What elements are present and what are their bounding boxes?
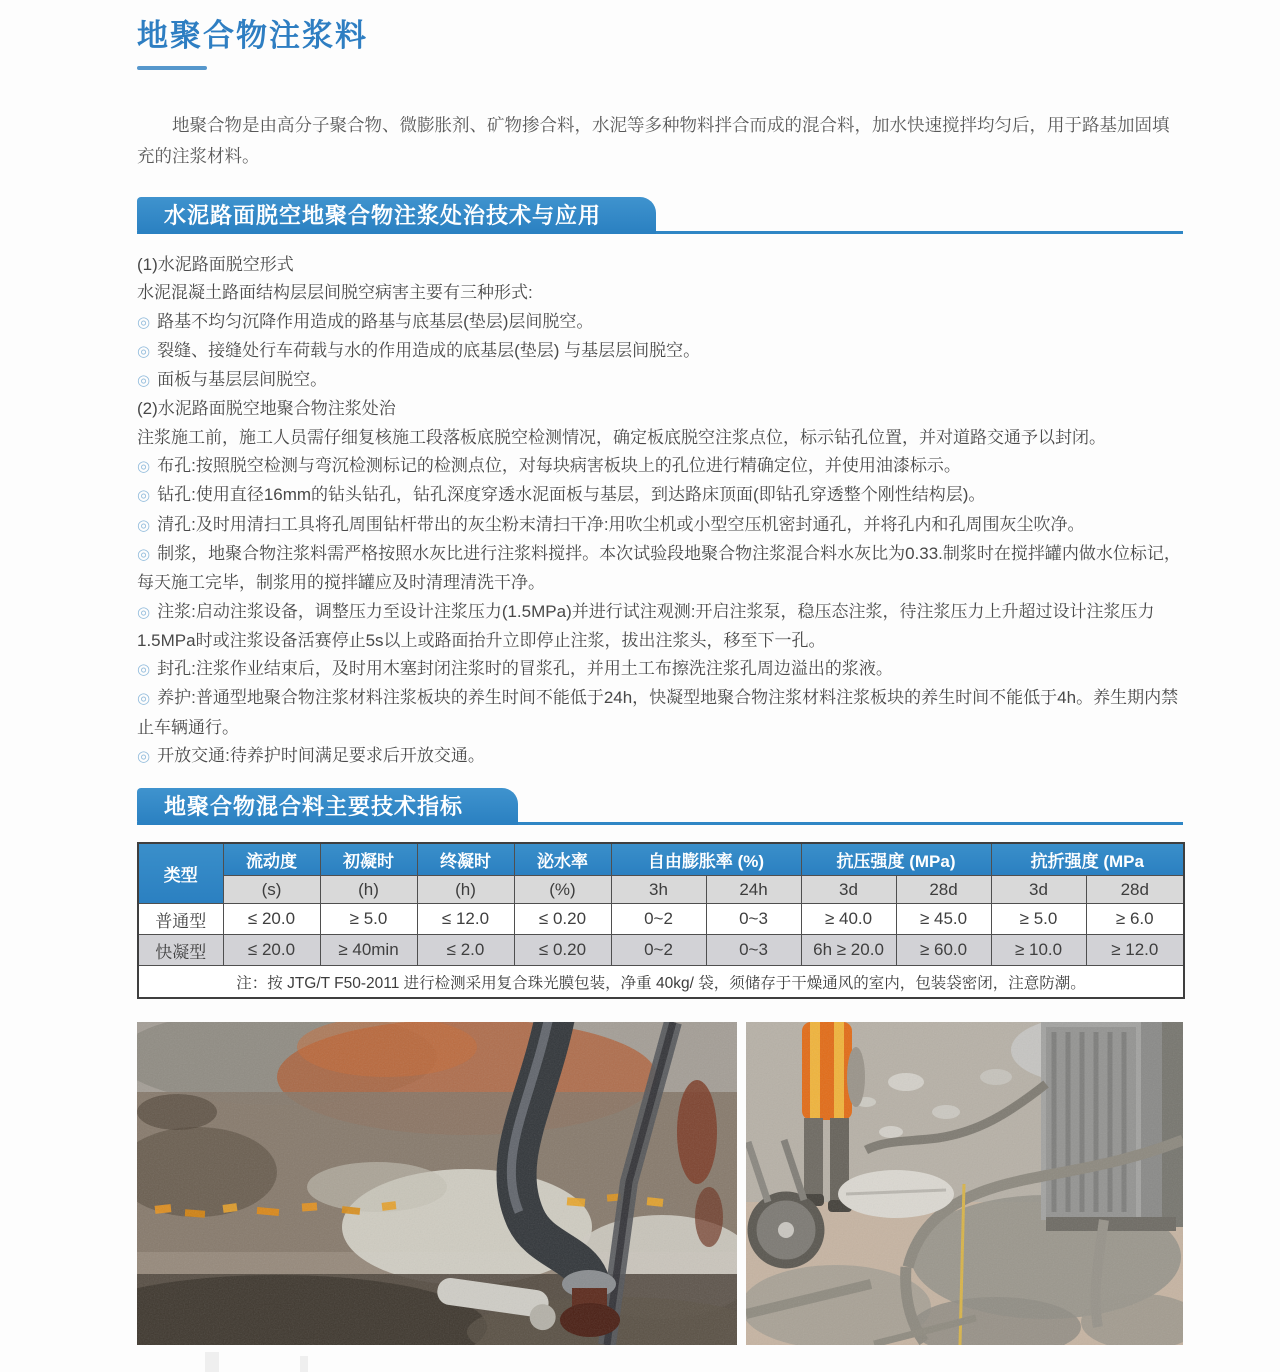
table-note-cell: 注：按 JTG/T F50-2011 进行检测采用复合珠光膜包装，净重 40kg/ 袋，须储存于干燥通风的室内，包装袋密闭，注意防潮。 xyxy=(138,966,1184,999)
row-type-cell: 快凝型 xyxy=(138,935,223,966)
pavement-grouting-photo-illustration xyxy=(137,1022,737,1345)
ring-bullet-icon: ◎ xyxy=(137,313,151,331)
table-body xyxy=(138,904,1184,999)
body-line: ◎ 清孔:及时用清扫工具将孔周围钻杆带出的灰尘粉末清扫干净:用吹尘机或小型空压机密封通孔，并将孔内和孔周围灰尘吹净。 xyxy=(137,514,1085,534)
body-line: ◎ 制浆，地聚合物注浆料需严格按照水灰比进行注浆料搅拌。本次试验段地聚合物注浆混合料水灰比为0.33.制浆时在搅拌罐内做水位标记，每天施工完毕，制浆用的搅拌罐应及时清理清洗干净。 xyxy=(137,543,1181,593)
row-type-cell: 普通型 xyxy=(138,904,223,935)
table-cell: ≤ 12.0 xyxy=(417,904,514,935)
body-line: (1)水泥路面脱空形式 xyxy=(137,255,294,274)
table-cell: ≤ 0.20 xyxy=(514,904,611,935)
ring-bullet-icon: ◎ xyxy=(137,342,151,360)
table-cell: ≤ 20.0 xyxy=(223,904,320,935)
table-cell: ≤ 2.0 xyxy=(417,935,514,966)
body-line: ◎ 路基不均匀沉降作用造成的路基与底基层(垫层)层间脱空。 xyxy=(137,311,594,331)
header-cell-group: 初凝时 xyxy=(320,843,417,876)
table-cell: ≥ 60.0 xyxy=(896,935,991,966)
intro-paragraph: 地聚合物是由高分子聚合物、微膨胀剂、矿物掺合料，水泥等多种物料拌合而成的混合料，加水快速搅拌均匀后，用于路基加固填充的注浆材料。 xyxy=(137,115,1170,166)
body-line: ◎ 裂缝、接缝处行车荷载与水的作用造成的底基层(垫层) 与基层层间脱空。 xyxy=(137,340,701,360)
ring-bullet-icon: ◎ xyxy=(137,661,151,679)
subheader-cell: (h) xyxy=(417,876,514,904)
table-cell: 0~3 xyxy=(706,935,801,966)
body-line: ◎ 钻孔:使用直径16mm的钻头钻孔，钻孔深度穿透水泥面板与基层，到达路床顶面(即钻孔穿透整个刚性结构层)。 xyxy=(137,485,986,505)
header-cell-group: 自由膨胀率 (%) xyxy=(611,843,801,876)
section-banner-specs xyxy=(137,788,1183,825)
header-cell-group: 流动度 xyxy=(223,843,320,876)
table-note-row xyxy=(138,966,1184,999)
next-page-edge-artifact xyxy=(205,1352,219,1372)
body-line: 注浆施工前，施工人员需仔细复核施工段落板底脱空检测情况，确定板底脱空注浆点位，标示钻孔位置，并对道路交通予以封闭。 xyxy=(137,427,1106,447)
table-cell: ≥ 45.0 xyxy=(896,904,991,935)
subheader-cell: 24h xyxy=(706,876,801,904)
body-line: ◎ 开放交通:待养护时间满足要求后开放交通。 xyxy=(137,746,485,766)
table-header-row xyxy=(138,843,1184,876)
body-line: ◎ 注浆:启动注浆设备，调整压力至设计注浆压力(1.5MPa)并进行试注观测:开启注浆泵，稳压态注浆，待注浆压力上升超过设计注浆压力1.5MPa时或注浆设备活赛停止5s以上或路面抬升立即停止注浆，拔出注浆头，移至下一孔。 xyxy=(137,601,1155,650)
body-line: ◎ 养护:普通型地聚合物注浆材料注浆板块的养生时间不能低于24h，快凝型地聚合物注浆材料注浆板块的养生时间不能低于4h。养生期内禁止车辆通行。 xyxy=(137,688,1179,737)
body-line: (2)水泥路面脱空地聚合物注浆处治 xyxy=(137,399,396,419)
header-cell-group: 泌水率 xyxy=(514,843,611,876)
table-row xyxy=(138,904,1184,935)
table-cell: 0~2 xyxy=(611,904,706,935)
subheader-cell: (h) xyxy=(320,876,417,904)
section-heading: 水泥路面脱空地聚合物注浆处治技术与应用 xyxy=(137,197,656,234)
subheader-cell: (s) xyxy=(223,876,320,904)
section-heading: 地聚合物混合料主要技术指标 xyxy=(137,788,518,825)
table-head xyxy=(138,843,1184,904)
table-subheader-row xyxy=(138,876,1184,904)
subheader-cell: 28d xyxy=(896,876,991,904)
table-cell: ≥ 10.0 xyxy=(991,935,1086,966)
ring-bullet-icon: ◎ xyxy=(137,748,151,766)
body-line: ◎ 封孔:注浆作业结束后，及时用木塞封闭注浆时的冒浆孔，并用土工布擦洗注浆孔周边溢出的浆液。 xyxy=(137,659,893,679)
table-cell: ≥ 5.0 xyxy=(991,904,1086,935)
table-cell: 0~3 xyxy=(706,904,801,935)
table-cell: ≥ 6.0 xyxy=(1086,904,1184,935)
body-line: ◎ 布孔:按照脱空检测与弯沉检测标记的检测点位，对每块病害板块上的孔位进行精确定位，并使用油漆标示。 xyxy=(137,456,961,476)
section-banner-technique xyxy=(137,197,1183,234)
next-page-edge-artifact xyxy=(300,1356,308,1372)
table-cell: 0~2 xyxy=(611,935,706,966)
photo-row xyxy=(137,1022,1183,1345)
table-cell: ≤ 0.20 xyxy=(514,935,611,966)
ring-bullet-icon: ◎ xyxy=(137,372,151,390)
body-line: 水泥混凝土路面结构层层间脱空病害主要有三种形式: xyxy=(137,283,533,303)
subheader-cell: 3h xyxy=(611,876,706,904)
ring-bullet-icon: ◎ xyxy=(137,690,151,708)
table-cell: ≥ 40.0 xyxy=(801,904,896,935)
table-cell: ≥ 12.0 xyxy=(1086,935,1184,966)
spec-table-container xyxy=(137,842,1183,999)
table-row xyxy=(138,935,1184,966)
subheader-cell: 28d xyxy=(1086,876,1184,904)
title-underline-dash xyxy=(137,66,207,70)
page-title: 地聚合物注浆料 xyxy=(137,18,368,53)
ring-bullet-icon: ◎ xyxy=(137,603,151,621)
header-cell-group: 抗压强度 (MPa) xyxy=(801,843,991,876)
header-cell-type: 类型 xyxy=(138,843,223,904)
header-cell-group: 终凝时 xyxy=(417,843,514,876)
technical-specs-table xyxy=(137,842,1185,999)
table-cell: ≥ 40min xyxy=(320,935,417,966)
header-cell-group: 抗折强度 (MPa xyxy=(991,843,1184,876)
subheader-cell: 3d xyxy=(801,876,896,904)
table-cell: 6h ≥ 20.0 xyxy=(801,935,896,966)
subheader-cell: 3d xyxy=(991,876,1086,904)
subheader-cell: (%) xyxy=(514,876,611,904)
ring-bullet-icon: ◎ xyxy=(137,458,151,476)
photo-grouting-hose-on-pavement xyxy=(137,1022,737,1345)
section1-body xyxy=(137,251,1183,771)
table-cell: ≥ 5.0 xyxy=(320,904,417,935)
ring-bullet-icon: ◎ xyxy=(137,545,151,563)
ring-bullet-icon: ◎ xyxy=(137,516,151,534)
table-cell: ≤ 20.0 xyxy=(223,935,320,966)
ring-bullet-icon: ◎ xyxy=(137,487,151,505)
body-line: ◎ 面板与基层层间脱空。 xyxy=(137,370,328,390)
worksite-photo-illustration xyxy=(746,1022,1183,1345)
photo-grouting-worksite xyxy=(746,1022,1183,1345)
